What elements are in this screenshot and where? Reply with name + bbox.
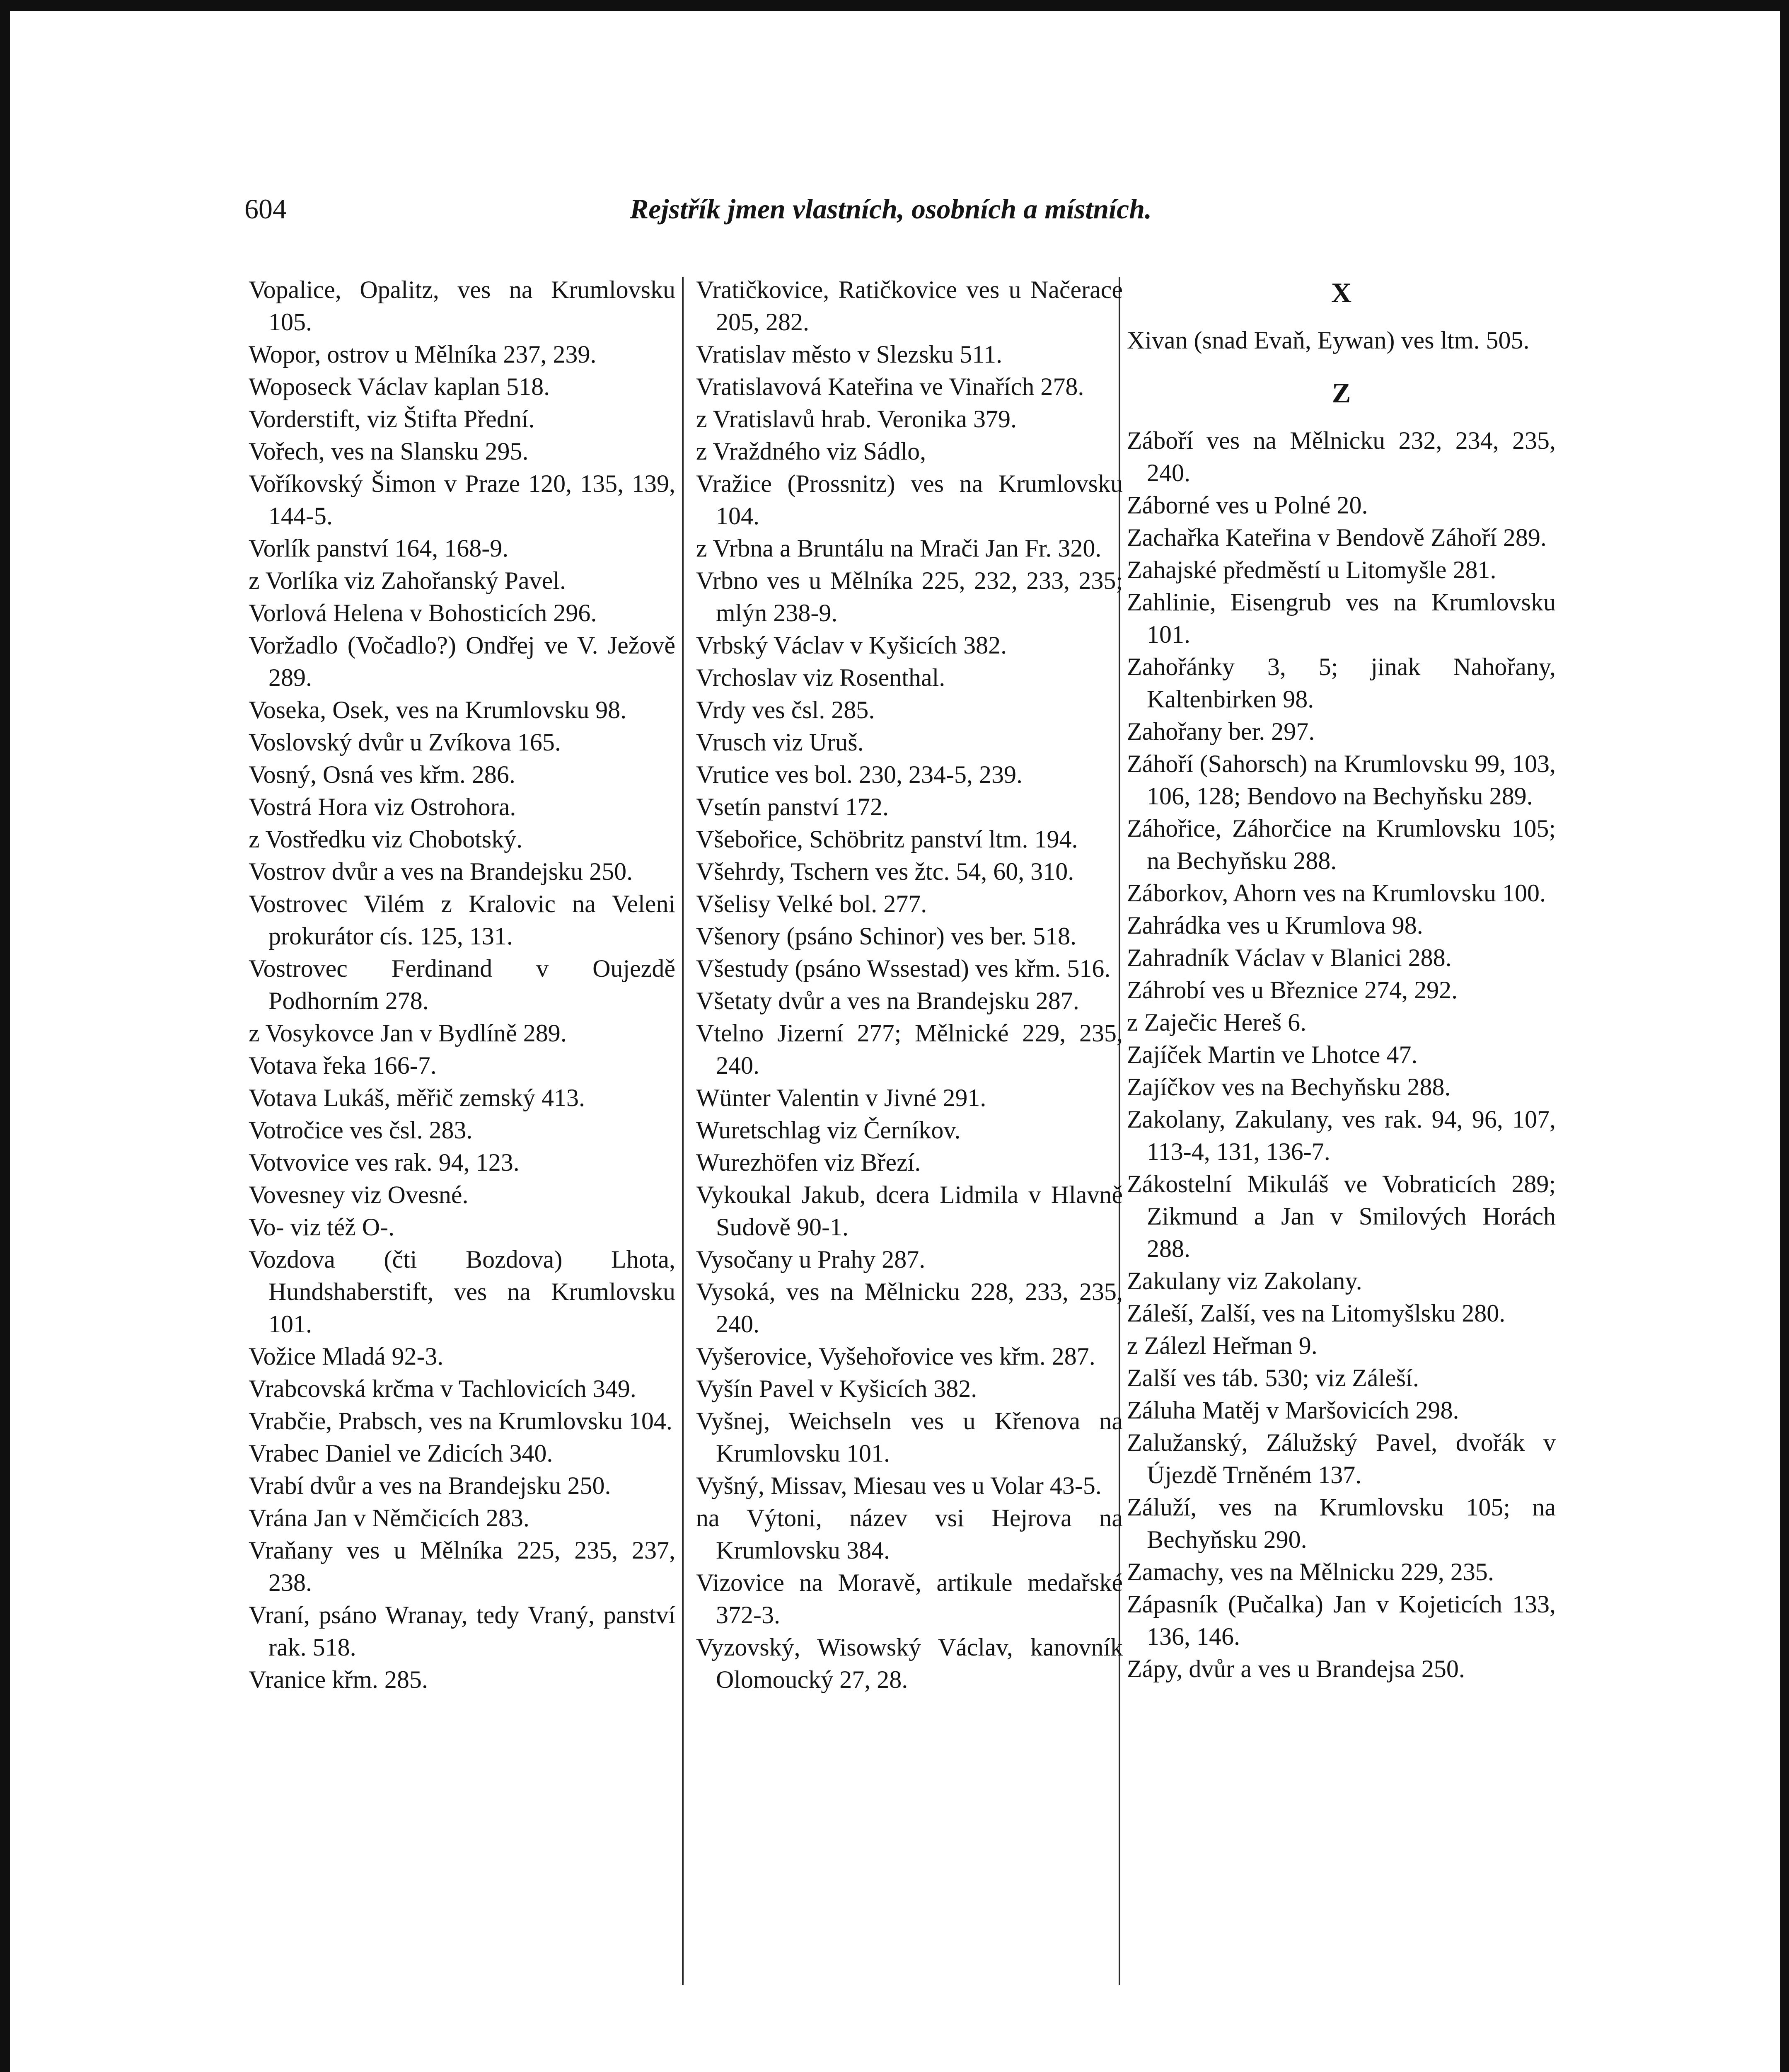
- index-entry: Vranice křm. 285.: [249, 1666, 428, 1693]
- index-entry: Wopor, ostrov u Mělníka 237, 239.: [249, 341, 597, 368]
- index-entry: na Výtoni, název vsi Hejrova na Krumlovsku 384.: [696, 1504, 1123, 1564]
- index-entry: Vostrá Hora viz Ostrohora.: [249, 793, 516, 821]
- index-entry: Vrabí dvůr a ves na Brandejsku 250.: [249, 1472, 611, 1499]
- index-entry: Všenory (psáno Schinor) ves ber. 518.: [696, 922, 1077, 950]
- index-entry: z Vosykovce Jan v Bydlíně 289.: [249, 1019, 567, 1047]
- index-entry: Vorderstift, viz Štifta Přední.: [249, 405, 535, 433]
- index-entry: Vožice Mladá 92-3.: [249, 1343, 444, 1370]
- index-entry: Vrbno ves u Mělníka 225, 232, 233, 235; mlýn 238-9.: [696, 567, 1123, 627]
- index-entry: Zahořánky 3, 5; jinak Nahořany, Kaltenbirken 98.: [1127, 653, 1556, 713]
- index-entry: Zápasník (Pučalka) Jan v Kojeticích 133, 136, 146.: [1127, 1590, 1556, 1650]
- index-entry: Vrabčie, Prabsch, ves na Krumlovsku 104.: [249, 1407, 672, 1435]
- index-entry: Voslovský dvůr u Zvíkova 165.: [249, 729, 561, 756]
- index-entry: Voseka, Osek, ves na Krumlovsku 98.: [249, 696, 627, 724]
- index-entry: Vorlová Helena v Bohosticích 296.: [249, 599, 597, 627]
- index-entry: Zachařka Kateřina v Bendově Záhoří 289.: [1127, 524, 1547, 551]
- index-entry: Vražice (Prossnitz) ves na Krumlovsku 104.: [696, 470, 1123, 530]
- index-entry: Vsetín panství 172.: [696, 793, 889, 821]
- index-entry: Votročice ves čsl. 283.: [249, 1116, 473, 1144]
- index-entry: Vysoká, ves na Mělnicku 228, 233, 235, 240.: [696, 1278, 1123, 1338]
- index-entry: Vostrovec Ferdinand v Oujezdě Podhorním 278.: [249, 955, 675, 1014]
- index-entry: Vratislavová Kateřina ve Vinařích 278.: [696, 373, 1084, 400]
- index-entry: Woposeck Václav kaplan 518.: [249, 373, 550, 400]
- index-entry: Vratičkovice, Ratičkovice ves u Načerace 205, 282.: [696, 276, 1123, 336]
- index-entry: Vrabec Daniel ve Zdicích 340.: [249, 1440, 553, 1467]
- index-entry: Zahlinie, Eisengrub ves na Krumlovsku 101.: [1127, 588, 1556, 648]
- index-entry: Zalužanský, Zálužský Pavel, dvořák v Újezdě Trněném 137.: [1127, 1429, 1556, 1489]
- section-letter-x: X: [1331, 277, 1352, 308]
- index-entry: Záleší, Zalší, ves na Litomyšlsku 280.: [1127, 1300, 1506, 1327]
- index-column-left: [249, 274, 675, 1696]
- index-entry: Vo- viz též O-.: [249, 1213, 395, 1241]
- index-entry: Vovesney viz Ovesné.: [249, 1181, 469, 1208]
- running-title: Rejstřík jmen vlastních, osobních a místních.: [629, 193, 1152, 225]
- index-entry: Vyšnej, Weichseln ves u Křenova na Krumlovsku 101.: [696, 1407, 1123, 1467]
- index-entry: Zápy, dvůr a ves u Brandejsa 250.: [1127, 1655, 1465, 1682]
- index-entry: Všehrdy, Tschern ves žtc. 54, 60, 310.: [696, 858, 1074, 885]
- index-entry: z Vrbna a Bruntálu na Mrači Jan Fr. 320.: [696, 535, 1102, 562]
- index-entry: Vostrov dvůr a ves na Brandejsku 250.: [249, 858, 633, 885]
- index-entry: Zákostelní Mikuláš ve Vobraticích 289; Zikmund a Jan v Smilových Horách 288.: [1127, 1170, 1556, 1262]
- scan-border-top: [0, 0, 1789, 11]
- index-entry: Vyšín Pavel v Kyšicích 382.: [696, 1375, 977, 1402]
- index-entry: Zakolany, Zakulany, ves rak. 94, 96, 107, 113-4, 131, 136-7.: [1127, 1106, 1556, 1165]
- index-entry: Votvovice ves rak. 94, 123.: [249, 1149, 520, 1176]
- index-entry: Všebořice, Schöbritz panství ltm. 194.: [696, 825, 1078, 853]
- index-entry: Vrusch viz Uruš.: [696, 729, 864, 756]
- scan-border-right: [1780, 0, 1789, 2072]
- section-x-entries: [1127, 324, 1556, 356]
- index-entry: Všestudy (psáno Wssestad) ves křm. 516.: [696, 955, 1111, 982]
- scan-border-left: [0, 0, 10, 2072]
- index-entry: Wünter Valentin v Jivné 291.: [696, 1084, 986, 1111]
- index-entry: Záborné ves u Polné 20.: [1127, 491, 1368, 519]
- index-entry: Zahradník Václav v Blanici 288.: [1127, 944, 1452, 971]
- index-column-middle: [696, 274, 1123, 1696]
- index-entry: Vrbský Václav v Kyšicích 382.: [696, 632, 1007, 659]
- index-entry: Vraní, psáno Wranay, tedy Vraný, panství rak. 518.: [249, 1601, 675, 1661]
- index-entry: Vrabcovská krčma v Tachlovicích 349.: [249, 1375, 636, 1402]
- index-entry: Záhoří (Sahorsch) na Krumlovsku 99, 103, 106, 128; Bendovo na Bechyňsku 289.: [1127, 750, 1556, 810]
- index-entry: Vyzovský, Wisowský Václav, kanovník Olomoucký 27, 28.: [696, 1634, 1123, 1693]
- index-entry: Xivan (snad Evaň, Eywan) ves ltm. 505.: [1127, 327, 1530, 354]
- index-entry: Vyšný, Missav, Miesau ves u Volar 43-5.: [696, 1472, 1102, 1499]
- index-entry: z Vraždného viz Sádlo,: [696, 438, 926, 465]
- index-entry: Zakulany viz Zakolany.: [1127, 1267, 1362, 1295]
- index-entry: Vořech, ves na Slansku 295.: [249, 438, 529, 465]
- index-entry: Vosný, Osná ves křm. 286.: [249, 761, 515, 788]
- index-entry: Vrutice ves bol. 230, 234-5, 239.: [696, 761, 1023, 788]
- index-entry: Všetaty dvůr a ves na Brandejsku 287.: [696, 987, 1079, 1014]
- index-entry: Zahajské předměstí u Litomyšle 281.: [1127, 556, 1496, 583]
- index-entry: Vorlík panství 164, 168-9.: [249, 535, 509, 562]
- index-entry: Vozdova (čti Bozdova) Lhota, Hundshaberstift, ves na Krumlovsku 101.: [249, 1246, 675, 1338]
- index-entry: z Vratislavů hrab. Veronika 379.: [696, 405, 1017, 433]
- page-number: 604: [244, 193, 287, 225]
- index-entry: Záhořice, Záhorčice na Krumlovsku 105; na Bechyňsku 288.: [1127, 815, 1556, 874]
- index-entry: Všelisy Velké bol. 277.: [696, 890, 927, 917]
- index-entry: Zajíček Martin ve Lhotce 47.: [1127, 1041, 1418, 1068]
- index-entry: Vraňany ves u Mělníka 225, 235, 237, 238.: [249, 1537, 675, 1596]
- index-entry: Záluží, ves na Krumlovsku 105; na Bechyňsku 290.: [1127, 1493, 1556, 1553]
- column-rule-left: [682, 277, 684, 1985]
- index-entry: Votava Lukáš, měřič zemský 413.: [249, 1084, 585, 1111]
- index-entry: Vopalice, Opalitz, ves na Krumlovsku 105.: [249, 276, 675, 336]
- index-entry: Wurezhöfen viz Březí.: [696, 1149, 921, 1176]
- index-entry: Vostrovec Vilém z Kralovic na Veleni prokurátor cís. 125, 131.: [249, 890, 675, 950]
- index-entry: Vysočany u Prahy 287.: [696, 1246, 926, 1273]
- index-entry: Vizovice na Moravě, artikule medařské 372-3.: [696, 1569, 1123, 1629]
- index-entry: z Vostředku viz Chobotský.: [249, 825, 523, 853]
- index-entry: Votava řeka 166-7.: [249, 1052, 437, 1079]
- index-entry: Záborkov, Ahorn ves na Krumlovsku 100.: [1127, 879, 1546, 907]
- index-entry: Wuretschlag viz Černíkov.: [696, 1116, 961, 1144]
- index-entry: Vykoukal Jakub, dcera Lidmila v Hlavně Sudově 90-1.: [696, 1181, 1123, 1241]
- index-entry: z Zálezl Heřman 9.: [1127, 1332, 1318, 1359]
- index-entry: Zahořany ber. 297.: [1127, 718, 1315, 745]
- index-entry: Vtelno Jizerní 277; Mělnické 229, 235, 240.: [696, 1019, 1123, 1079]
- index-entry: Vrána Jan v Němčicích 283.: [249, 1504, 529, 1532]
- index-entry: z Zaječic Hereš 6.: [1127, 1009, 1307, 1036]
- index-entry: Vrchoslav viz Rosenthal.: [696, 664, 945, 691]
- section-letter-z: Z: [1332, 377, 1351, 409]
- index-entry: Zalší ves táb. 530; viz Záleší.: [1127, 1364, 1419, 1392]
- index-entry: Záhrobí ves u Březnice 274, 292.: [1127, 976, 1458, 1004]
- index-entry: Zamachy, ves na Mělnicku 229, 235.: [1127, 1558, 1494, 1585]
- section-z-entries: [1127, 424, 1556, 1685]
- index-column-right: [1127, 274, 1556, 1685]
- index-entry: z Vorlíka viz Zahořanský Pavel.: [249, 567, 566, 594]
- index-entry: Vratislav město v Slezsku 511.: [696, 341, 1003, 368]
- index-entry: Zajíčkov ves na Bechyňsku 288.: [1127, 1073, 1451, 1101]
- index-entry: Zahrádka ves u Krumlova 98.: [1127, 912, 1423, 939]
- index-entry: Vyšerovice, Vyšehořovice ves křm. 287.: [696, 1343, 1095, 1370]
- index-entry: Voříkovský Šimon v Praze 120, 135, 139, 144-5.: [249, 470, 675, 530]
- index-entry: Vrdy ves čsl. 285.: [696, 696, 875, 724]
- index-entry: Voržadlo (Vočadlo?) Ondřej ve V. Ježově 289.: [249, 632, 675, 691]
- index-entry: Záluha Matěj v Maršovicích 298.: [1127, 1397, 1459, 1424]
- index-entry: Záboří ves na Mělnicku 232, 234, 235, 240.: [1127, 427, 1556, 487]
